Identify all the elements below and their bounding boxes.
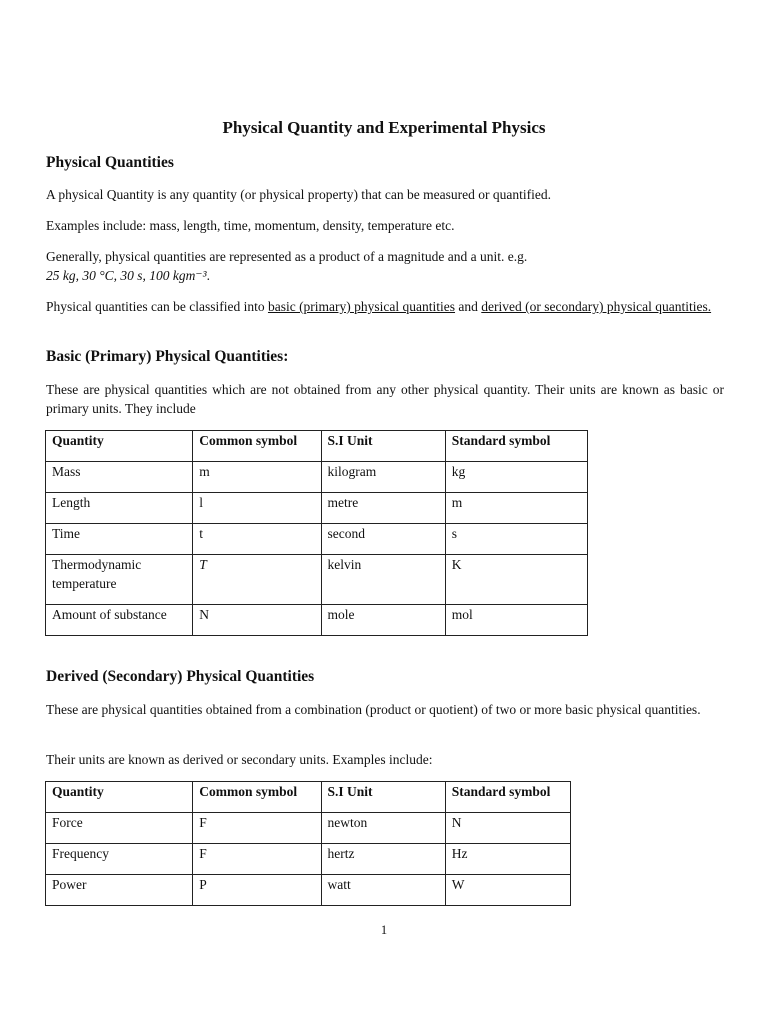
cell-si-unit: kelvin [321,555,445,605]
cell-quantity: Thermodynamic temperature [46,555,193,605]
table-header-row [46,782,571,813]
cell-common-symbol: l [193,493,321,524]
cell-standard-symbol: Hz [445,844,570,875]
cell-common-symbol: N [193,605,321,636]
header-si-unit: S.I Unit [321,782,445,813]
examples-math-expression: 25 kg, 30 °C, 30 s, 100 kgm⁻³ [46,268,207,283]
page-number: 1 [380,923,388,937]
cell-standard-symbol: W [445,875,570,906]
cell-si-unit: kilogram [321,462,445,493]
header-quantity: Quantity [46,431,193,462]
basic-quantities-table [45,430,588,636]
cell-si-unit: watt [321,875,445,906]
derived-quantities-table [45,781,571,906]
cell-standard-symbol: s [445,524,587,555]
cell-common-symbol: P [193,875,321,906]
link-basic-quantities: basic (primary) physical quantities [267,299,456,314]
section-heading-derived-quantities: Derived (Secondary) Physical Quantities [46,668,315,685]
document-title: Physical Quantity and Experimental Physics [222,118,546,137]
cell-si-unit: newton [321,813,445,844]
paragraph-derived-units: Their units are known as derived or secondary units. Examples include: [46,752,433,767]
header-quantity: Quantity [46,782,193,813]
cell-quantity: Length [46,493,193,524]
cell-si-unit: mole [321,605,445,636]
cell-si-unit: second [321,524,445,555]
table-row [46,813,571,844]
section-heading-physical-quantities: Physical Quantities [46,154,174,171]
cell-standard-symbol: kg [445,462,587,493]
paragraph-representation [46,247,724,285]
cell-quantity: Amount of substance [46,605,193,636]
paragraph-examples: Examples include: mass, length, time, momentum, density, temperature etc. [46,218,455,233]
table-row [46,844,571,875]
cell-common-symbol: T [193,555,321,605]
header-si-unit: S.I Unit [321,431,445,462]
table-row [46,462,588,493]
header-standard-symbol: Standard symbol [445,782,570,813]
table-row [46,605,588,636]
paragraph-derived-description: These are physical quantities obtained from a combination (product or quotient) of two or more basic physical quantities. [46,702,701,717]
section-heading-basic-quantities: Basic (Primary) Physical Quantities: [46,348,289,365]
cell-quantity: Power [46,875,193,906]
header-common-symbol: Common symbol [193,782,321,813]
header-common-symbol: Common symbol [193,431,321,462]
table-row [46,555,588,605]
link-derived-quantities: derived (or secondary) physical quantities. [481,299,712,314]
cell-quantity: Mass [46,462,193,493]
header-standard-symbol: Standard symbol [445,431,587,462]
table-row [46,493,588,524]
paragraph-classification [46,297,724,316]
cell-si-unit: metre [321,493,445,524]
cell-standard-symbol: N [445,813,570,844]
paragraph-basic-description: These are physical quantities which are not obtained from any other physical quantity. Their units are known as basic or primary units. They include [46,382,724,416]
cell-standard-symbol: m [445,493,587,524]
classification-text-mid: and [455,299,482,314]
cell-standard-symbol: K [445,555,587,605]
cell-common-symbol: F [193,844,321,875]
cell-quantity: Time [46,524,193,555]
table-row [46,875,571,906]
paragraph-definition: A physical Quantity is any quantity (or physical property) that can be measured or quantified. [46,187,551,202]
cell-common-symbol: m [193,462,321,493]
cell-si-unit: hertz [321,844,445,875]
cell-common-symbol: F [193,813,321,844]
classification-text-start: Physical quantities can be classified into [46,299,268,314]
table-row [46,524,588,555]
representation-text: Generally, physical quantities are represented as a product of a magnitude and a unit. e.g. [46,249,528,264]
cell-quantity: Force [46,813,193,844]
examples-period: . [206,268,210,283]
cell-quantity: Frequency [46,844,193,875]
cell-standard-symbol: mol [445,605,587,636]
table-header-row [46,431,588,462]
cell-common-symbol: t [193,524,321,555]
